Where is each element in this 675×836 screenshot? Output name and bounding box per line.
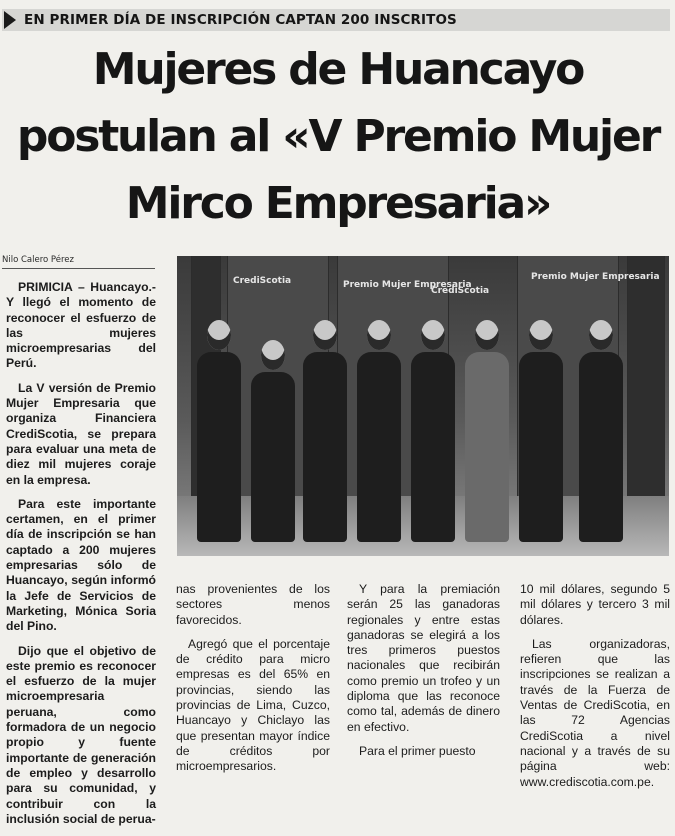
crediscotia-logo: CrediScotia [233, 276, 292, 286]
photo-person [357, 320, 401, 542]
photo-person [465, 320, 509, 542]
photo-person [411, 320, 455, 542]
lead-paragraph: PRIMICIA – Huancayo.- Y llegó el momento de reconocer el esfuerzo de las mujeres microempresarias del Perú. [6, 280, 156, 371]
photo-person [251, 340, 295, 542]
premio-logo: Premio Mujer Empresaria [531, 272, 660, 282]
photo-person [303, 320, 347, 542]
paragraph: Para este importante certamen, en el primer día de inscripción se han captado a 200 mujeres empresarias sólo de Huancayo, según informó la Jefe de Servicios de Marketing, Mónica Soria del Pino. [6, 496, 156, 634]
photo-person [519, 320, 563, 542]
article-column-2 [176, 582, 330, 784]
paragraph: Dijo que el objetivo de este premio es reconocer el esfuerzo de la mujer microempresaria peruana, como formadora de un negocio propio y fuente importante de generación de empleo y desarrollo para su comunidad, y contribuir con la inclusión social de perua- [6, 643, 156, 826]
byline: Nilo Calero Pérez [2, 255, 155, 269]
headline-line-3: Mirco Empresaria» [125, 178, 551, 229]
premio-logo: Premio Mujer Empresaria [343, 280, 472, 290]
crediscotia-logo: CrediScotia [431, 286, 490, 296]
headline [4, 36, 672, 237]
photo-person [579, 320, 623, 542]
paragraph: La V versión de Premio Mujer Empresaria que organiza Financiera CrediScotia, se prepara para evaluar una meta de diez mil mujeres coraje en la empresa. [6, 380, 156, 487]
photo-person [197, 320, 241, 542]
headline-line-1: Mujeres de Huancayo [92, 44, 584, 95]
paragraph: Y para la premiación serán 25 las ganadoras regionales y entre estas ganadoras se elegirá a los tres primeros puestos nacionales que recibirán como premio un trofeo y un diploma que las reconoce como tal, además de dinero en efectivo. [347, 582, 500, 734]
arrow-icon [4, 11, 16, 29]
kicker-bar [2, 9, 670, 31]
paragraph: nas provenientes de los sectores menos favorecidos. [176, 582, 330, 627]
kicker-text: EN PRIMER DÍA DE INSCRIPCIÓN CAPTAN 200 INSCRITOS [24, 12, 457, 28]
article-column-1 [6, 280, 156, 836]
article-column-4 [520, 582, 670, 799]
headline-line-2: postulan al «V Premio Mujer [16, 111, 660, 162]
paragraph: Agregó que el porcentaje de crédito para micro empresas es del 65% en provincias, siendo las provincias de Lima, Cuzco, Huancayo y Chiclayo las que presentan mayor índice de créditos por microempresarios. [176, 636, 330, 774]
paragraph: Para el primer puesto [359, 743, 476, 758]
paragraph: 10 mil dólares, segundo 5 mil dólares y tercero 3 mil dólares. [520, 582, 670, 627]
article-column-3 [347, 582, 500, 768]
paragraph: Las organizadoras, refieren que las inscripciones se realizan a través de la Fuerza de Ventas de CrediScotia, en las 72 Agencias CrediScotia a nivel nacional y a través de su página web: www.crediscotia.com.pe. [520, 636, 670, 789]
photo-banner [627, 256, 665, 526]
event-photo [177, 256, 669, 556]
